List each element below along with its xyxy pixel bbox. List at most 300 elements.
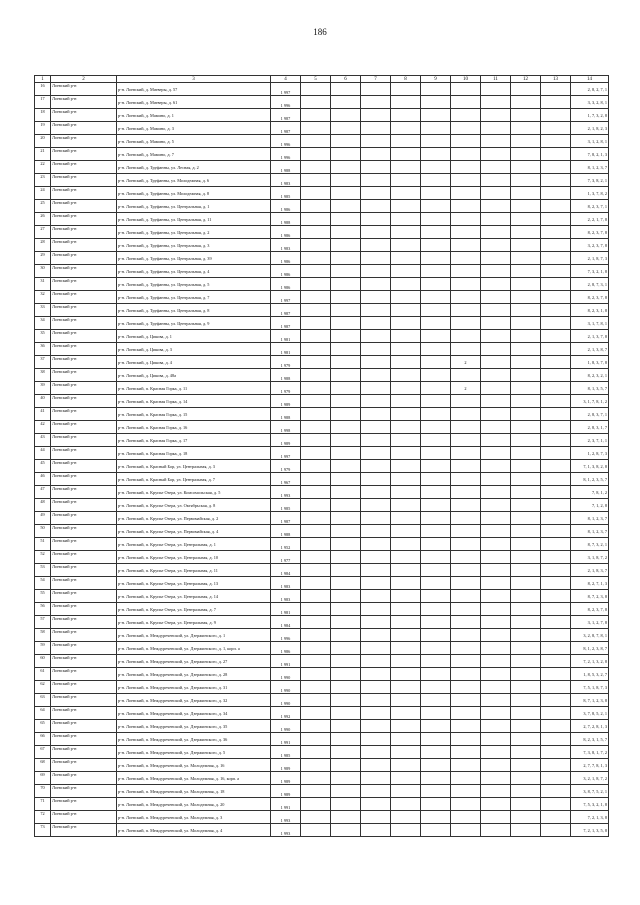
empty-cell	[481, 473, 511, 486]
empty-cell	[391, 434, 421, 447]
empty-cell	[331, 538, 361, 551]
empty-cell	[361, 356, 391, 369]
empty-cell	[511, 512, 541, 525]
row-number-cell: 57	[35, 616, 51, 629]
empty-cell	[511, 538, 541, 551]
column-10-cell	[451, 564, 481, 577]
empty-cell	[301, 486, 331, 499]
district-cell: Лоевский р-н	[51, 681, 117, 694]
row-number-cell: 72	[35, 811, 51, 824]
empty-cell	[541, 252, 571, 265]
row-number-cell: 60	[35, 655, 51, 668]
row-number-cell: 16	[35, 83, 51, 96]
year-cell: 1 991	[271, 733, 301, 746]
district-cell: Лоевский р-н	[51, 772, 117, 785]
column-header-5: 5	[301, 76, 331, 83]
code-cell: 2, 1, 8, 7, 3	[571, 252, 609, 265]
column-10-cell	[451, 720, 481, 733]
empty-cell	[331, 421, 361, 434]
empty-cell	[391, 811, 421, 824]
empty-cell	[421, 135, 451, 148]
year-cell: 1 989	[271, 785, 301, 798]
column-10-cell	[451, 83, 481, 96]
column-10-cell	[451, 291, 481, 304]
row-number-cell: 41	[35, 408, 51, 421]
table-row	[35, 291, 609, 304]
column-10-cell	[451, 213, 481, 226]
table-row	[35, 694, 609, 707]
empty-cell	[541, 174, 571, 187]
address-cell: р-н. Лоевский, д. Цикова, д. 4	[117, 356, 271, 369]
empty-cell	[301, 148, 331, 161]
column-10-cell	[451, 694, 481, 707]
empty-cell	[331, 746, 361, 759]
empty-cell	[481, 265, 511, 278]
address-cell: р-н. Лоевский, д. Труфанны, ул. Центральная, д. 11	[117, 213, 271, 226]
empty-cell	[541, 304, 571, 317]
empty-cell	[331, 603, 361, 616]
empty-cell	[361, 343, 391, 356]
row-number-cell: 66	[35, 733, 51, 746]
address-cell: р-н. Лоевский, п. Красный Бор, ул. Центральная, д. 3	[117, 460, 271, 473]
empty-cell	[421, 759, 451, 772]
year-cell: 1 990	[271, 681, 301, 694]
empty-cell	[421, 590, 451, 603]
empty-cell	[391, 369, 421, 382]
empty-cell	[541, 642, 571, 655]
empty-cell	[301, 213, 331, 226]
code-cell: 3, 7, 8, 5, 2, 1	[571, 707, 609, 720]
empty-cell	[481, 122, 511, 135]
empty-cell	[541, 447, 571, 460]
empty-cell	[481, 733, 511, 746]
empty-cell	[481, 707, 511, 720]
column-10-cell	[451, 577, 481, 590]
year-cell: 1 987	[271, 304, 301, 317]
empty-cell	[361, 460, 391, 473]
empty-cell	[361, 473, 391, 486]
district-cell: Лоевский р-н	[51, 122, 117, 135]
empty-cell	[391, 239, 421, 252]
empty-cell	[301, 616, 331, 629]
table-row	[35, 798, 609, 811]
empty-cell	[421, 395, 451, 408]
empty-cell	[541, 798, 571, 811]
empty-cell	[481, 720, 511, 733]
row-number-cell: 48	[35, 499, 51, 512]
column-10-cell	[451, 239, 481, 252]
empty-cell	[391, 356, 421, 369]
district-cell: Лоевский р-н	[51, 252, 117, 265]
empty-cell	[421, 460, 451, 473]
address-cell: р-н. Лоевский, п. Крупье Озера, ул. Центральная, д. 11	[117, 564, 271, 577]
empty-cell	[541, 473, 571, 486]
empty-cell	[391, 460, 421, 473]
code-cell: 8, 2, 3, 7, 8	[571, 291, 609, 304]
code-cell: 7, 2, 1, 3, 2, 8	[571, 655, 609, 668]
table-row	[35, 681, 609, 694]
district-cell: Лоевский р-н	[51, 304, 117, 317]
empty-cell	[481, 629, 511, 642]
column-10-cell	[451, 434, 481, 447]
column-10-cell	[451, 148, 481, 161]
empty-cell	[421, 408, 451, 421]
address-cell: р-н. Лоевский, п. Красная Горка, д. 17	[117, 434, 271, 447]
empty-cell	[541, 408, 571, 421]
empty-cell	[421, 291, 451, 304]
address-cell: р-н. Лоевский, д. Цикова, д. 1	[117, 330, 271, 343]
address-cell: р-н. Лоевский, п. Красная Горка, д. 15	[117, 408, 271, 421]
column-10-cell	[451, 642, 481, 655]
empty-cell	[391, 746, 421, 759]
table-row	[35, 759, 609, 772]
row-number-cell: 65	[35, 720, 51, 733]
row-number-cell: 35	[35, 330, 51, 343]
empty-cell	[331, 83, 361, 96]
empty-cell	[301, 135, 331, 148]
empty-cell	[421, 642, 451, 655]
empty-cell	[541, 694, 571, 707]
column-10-cell	[451, 551, 481, 564]
empty-cell	[361, 538, 391, 551]
district-cell: Лоевский р-н	[51, 135, 117, 148]
empty-cell	[301, 694, 331, 707]
row-number-cell: 26	[35, 213, 51, 226]
table-row	[35, 187, 609, 200]
empty-cell	[511, 265, 541, 278]
district-cell: Лоевский р-н	[51, 265, 117, 278]
table-row	[35, 265, 609, 278]
empty-cell	[481, 577, 511, 590]
code-cell: 3, 2, 3, 7, 8	[571, 239, 609, 252]
district-cell: Лоевский р-н	[51, 473, 117, 486]
empty-cell	[421, 343, 451, 356]
empty-cell	[511, 356, 541, 369]
empty-cell	[511, 395, 541, 408]
table-row	[35, 746, 609, 759]
column-header-9: 9	[421, 76, 451, 83]
empty-cell	[331, 694, 361, 707]
address-cell: р-н. Лоевский, д. Труфанны, ул. Центральная, д. 4	[117, 265, 271, 278]
code-cell: 2, 1, 3, 7, 8	[571, 330, 609, 343]
code-cell: 3, 1, 7, 8, 1, 2	[571, 395, 609, 408]
empty-cell	[361, 174, 391, 187]
empty-cell	[331, 343, 361, 356]
row-number-cell: 69	[35, 772, 51, 785]
address-cell: р-н. Лоевский, п. Красная Горка, д. 11	[117, 382, 271, 395]
district-cell: Лоевский р-н	[51, 616, 117, 629]
empty-cell	[361, 564, 391, 577]
empty-cell	[331, 512, 361, 525]
year-cell: 1 997	[271, 291, 301, 304]
column-header-8: 8	[391, 76, 421, 83]
empty-cell	[331, 473, 361, 486]
empty-cell	[391, 122, 421, 135]
code-cell: 1, 8, 3, 7, 8	[571, 356, 609, 369]
empty-cell	[421, 473, 451, 486]
empty-cell	[421, 772, 451, 785]
column-10-cell	[451, 161, 481, 174]
year-cell: 1 987	[271, 512, 301, 525]
empty-cell	[541, 681, 571, 694]
empty-cell	[391, 187, 421, 200]
year-cell: 1 997	[271, 83, 301, 96]
year-cell: 1 984	[271, 616, 301, 629]
empty-cell	[391, 551, 421, 564]
year-cell: 1 984	[271, 564, 301, 577]
table-row	[35, 96, 609, 109]
empty-cell	[421, 486, 451, 499]
row-number-cell: 22	[35, 161, 51, 174]
empty-cell	[391, 226, 421, 239]
housing-table	[34, 75, 609, 837]
empty-cell	[361, 382, 391, 395]
empty-cell	[511, 239, 541, 252]
table-row	[35, 720, 609, 733]
empty-cell	[331, 681, 361, 694]
empty-cell	[361, 772, 391, 785]
row-number-cell: 27	[35, 226, 51, 239]
empty-cell	[361, 577, 391, 590]
empty-cell	[421, 746, 451, 759]
empty-cell	[331, 252, 361, 265]
address-cell: р-н. Лоевский, п. Крупье Озера, ул. Центральная, д. 9	[117, 616, 271, 629]
empty-cell	[331, 720, 361, 733]
empty-cell	[331, 187, 361, 200]
empty-cell	[391, 343, 421, 356]
year-cell: 1 990	[271, 694, 301, 707]
table-row	[35, 434, 609, 447]
table-row	[35, 603, 609, 616]
row-number-cell: 25	[35, 200, 51, 213]
empty-cell	[421, 447, 451, 460]
empty-cell	[391, 486, 421, 499]
column-10-cell	[451, 668, 481, 681]
empty-cell	[481, 421, 511, 434]
table-row	[35, 629, 609, 642]
empty-cell	[361, 551, 391, 564]
empty-cell	[541, 83, 571, 96]
district-cell: Лоевский р-н	[51, 356, 117, 369]
empty-cell	[391, 759, 421, 772]
empty-cell	[541, 811, 571, 824]
empty-cell	[391, 694, 421, 707]
empty-cell	[391, 265, 421, 278]
empty-cell	[541, 382, 571, 395]
empty-cell	[511, 694, 541, 707]
empty-cell	[511, 785, 541, 798]
empty-cell	[511, 824, 541, 837]
empty-cell	[541, 577, 571, 590]
empty-cell	[301, 369, 331, 382]
empty-cell	[541, 616, 571, 629]
empty-cell	[361, 200, 391, 213]
empty-cell	[511, 291, 541, 304]
year-cell: 1 981	[271, 603, 301, 616]
empty-cell	[391, 525, 421, 538]
empty-cell	[421, 382, 451, 395]
code-cell: 2, 7, 2, 8, 1, 3	[571, 720, 609, 733]
column-10-cell	[451, 187, 481, 200]
empty-cell	[331, 525, 361, 538]
code-cell: 7, 3, 2, 1, 8	[571, 265, 609, 278]
empty-cell	[511, 525, 541, 538]
district-cell: Лоевский р-н	[51, 460, 117, 473]
empty-cell	[361, 395, 391, 408]
empty-cell	[481, 395, 511, 408]
empty-cell	[331, 798, 361, 811]
empty-cell	[391, 538, 421, 551]
table-row	[35, 447, 609, 460]
empty-cell	[481, 226, 511, 239]
column-10-cell	[451, 174, 481, 187]
empty-cell	[301, 707, 331, 720]
year-cell: 1 997	[271, 447, 301, 460]
empty-cell	[481, 109, 511, 122]
empty-cell	[361, 278, 391, 291]
empty-cell	[301, 564, 331, 577]
empty-cell	[331, 590, 361, 603]
empty-cell	[541, 655, 571, 668]
empty-cell	[301, 252, 331, 265]
code-cell: 8, 1, 2, 3, 7	[571, 525, 609, 538]
empty-cell	[361, 83, 391, 96]
empty-cell	[361, 733, 391, 746]
empty-cell	[301, 187, 331, 200]
code-cell: 3, 1, 2, 8, 1	[571, 135, 609, 148]
empty-cell	[331, 174, 361, 187]
district-cell: Лоевский р-н	[51, 434, 117, 447]
empty-cell	[421, 681, 451, 694]
empty-cell	[301, 590, 331, 603]
row-number-cell: 64	[35, 707, 51, 720]
address-cell: р-н. Лоевский, п. Крупье Озера, ул. Октябрьская, д. 8	[117, 499, 271, 512]
address-cell: р-н. Лоевский, д. Труфанны, ул. Центральная, д. 9	[117, 317, 271, 330]
table-row	[35, 707, 609, 720]
empty-cell	[481, 811, 511, 824]
empty-cell	[511, 252, 541, 265]
year-cell: 1 988	[271, 525, 301, 538]
empty-cell	[361, 681, 391, 694]
empty-cell	[331, 655, 361, 668]
empty-cell	[421, 616, 451, 629]
empty-cell	[511, 226, 541, 239]
row-number-cell: 42	[35, 421, 51, 434]
code-cell: 2, 7, 7, 8, 1, 3	[571, 759, 609, 772]
year-cell: 1 988	[271, 161, 301, 174]
empty-cell	[511, 161, 541, 174]
code-cell: 7, 5, 1, 8, 7, 3	[571, 681, 609, 694]
empty-cell	[541, 434, 571, 447]
empty-cell	[301, 265, 331, 278]
empty-cell	[301, 785, 331, 798]
empty-cell	[481, 200, 511, 213]
empty-cell	[391, 499, 421, 512]
empty-cell	[331, 486, 361, 499]
empty-cell	[511, 447, 541, 460]
empty-cell	[421, 148, 451, 161]
district-cell: Лоевский р-н	[51, 382, 117, 395]
column-10-cell	[451, 603, 481, 616]
year-cell: 1 989	[271, 772, 301, 785]
column-10-cell	[451, 707, 481, 720]
empty-cell	[361, 785, 391, 798]
district-cell: Лоевский р-н	[51, 486, 117, 499]
column-number-row	[35, 76, 609, 83]
table-row	[35, 499, 609, 512]
empty-cell	[301, 343, 331, 356]
empty-cell	[481, 694, 511, 707]
address-cell: р-н. Лоевский, п. Междуреченский, ул. Дзержинского, д. 1	[117, 629, 271, 642]
table-row	[35, 616, 609, 629]
empty-cell	[481, 252, 511, 265]
row-number-cell: 30	[35, 265, 51, 278]
empty-cell	[331, 304, 361, 317]
empty-cell	[391, 278, 421, 291]
empty-cell	[301, 473, 331, 486]
empty-cell	[541, 395, 571, 408]
empty-cell	[481, 746, 511, 759]
column-10-cell	[451, 824, 481, 837]
empty-cell	[361, 499, 391, 512]
empty-cell	[331, 291, 361, 304]
empty-cell	[391, 148, 421, 161]
empty-cell	[361, 434, 391, 447]
column-10-cell	[451, 304, 481, 317]
year-cell: 1 992	[271, 707, 301, 720]
year-cell: 1 987	[271, 109, 301, 122]
empty-cell	[331, 616, 361, 629]
code-cell: 7, 3, 8, 2, 1	[571, 174, 609, 187]
empty-cell	[331, 447, 361, 460]
empty-cell	[541, 603, 571, 616]
row-number-cell: 46	[35, 473, 51, 486]
empty-cell	[391, 382, 421, 395]
address-cell: р-н. Лоевский, д. Труфанны, ул. Центральная, д. 7	[117, 291, 271, 304]
empty-cell	[421, 226, 451, 239]
column-10-cell	[451, 785, 481, 798]
empty-cell	[541, 343, 571, 356]
table-row	[35, 525, 609, 538]
empty-cell	[511, 122, 541, 135]
column-header-1: 1	[35, 76, 51, 83]
empty-cell	[361, 291, 391, 304]
empty-cell	[421, 564, 451, 577]
code-cell: 2, 8, 7, 3, 1	[571, 278, 609, 291]
code-cell: 2, 8, 3, 1, 7	[571, 421, 609, 434]
empty-cell	[511, 278, 541, 291]
empty-cell	[301, 798, 331, 811]
empty-cell	[391, 733, 421, 746]
empty-cell	[481, 330, 511, 343]
year-cell: 1 990	[271, 720, 301, 733]
empty-cell	[541, 720, 571, 733]
district-cell: Лоевский р-н	[51, 343, 117, 356]
empty-cell	[481, 655, 511, 668]
empty-cell	[481, 512, 511, 525]
empty-cell	[331, 668, 361, 681]
empty-cell	[301, 577, 331, 590]
empty-cell	[481, 239, 511, 252]
empty-cell	[301, 408, 331, 421]
empty-cell	[361, 616, 391, 629]
table-row	[35, 356, 609, 369]
column-10-cell	[451, 421, 481, 434]
empty-cell	[331, 564, 361, 577]
table-row	[35, 239, 609, 252]
empty-cell	[511, 434, 541, 447]
empty-cell	[301, 551, 331, 564]
